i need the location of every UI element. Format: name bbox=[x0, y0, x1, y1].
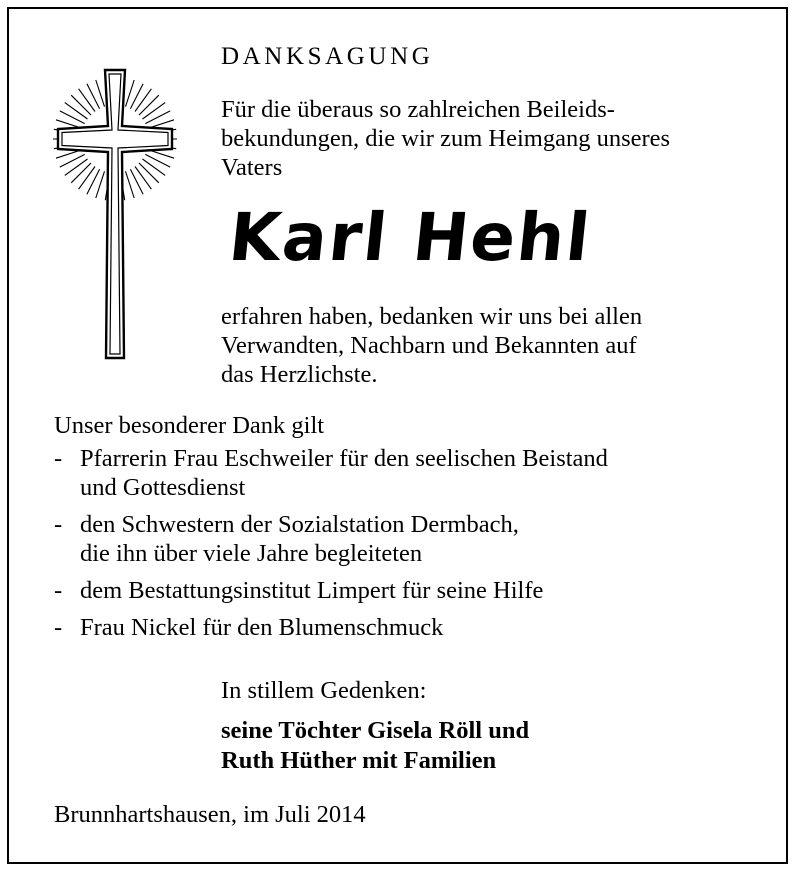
cross-ray bbox=[71, 95, 91, 115]
intro-line: bekundungen, die wir zum Heimgang unseres bbox=[221, 125, 671, 152]
cross-ray bbox=[135, 167, 151, 190]
list-item bbox=[54, 576, 754, 605]
list-item-line: Frau Nickel für den Blumenschmuck bbox=[80, 614, 444, 641]
list-dash: - bbox=[54, 445, 63, 472]
thanks-list bbox=[54, 444, 754, 650]
outro-paragraph bbox=[221, 302, 746, 389]
outro-line: Verwandten, Nachbarn und Bekannten auf bbox=[221, 332, 637, 359]
list-item-line: den Schwestern der Sozialstation Dermbach, bbox=[80, 511, 519, 538]
radiant-cross-icon bbox=[50, 62, 180, 372]
list-item-line: und Gottesdienst bbox=[80, 474, 246, 501]
list-item bbox=[54, 510, 754, 568]
list-item bbox=[54, 444, 754, 502]
cross-ray bbox=[79, 167, 95, 190]
cross-ray bbox=[65, 103, 88, 119]
list-item-line: dem Bestattungsinstitut Limpert für seine Hilfe bbox=[80, 577, 544, 604]
intro-paragraph bbox=[221, 95, 746, 182]
outro-line: das Herzlichste. bbox=[221, 361, 378, 388]
deceased-name: Karl Hehl bbox=[225, 199, 596, 276]
cross-ray bbox=[71, 163, 91, 183]
list-item-line: Pfarrerin Frau Eschweiler für den seelischen Beistand bbox=[80, 445, 608, 472]
list-item-line: die ihn über viele Jahre begleiteten bbox=[80, 540, 423, 567]
signer-line: Ruth Hüther mit Familien bbox=[221, 747, 497, 774]
signers-block bbox=[221, 716, 529, 776]
list-dash: - bbox=[54, 511, 63, 538]
cross-ray bbox=[65, 159, 88, 175]
intro-line: Vaters bbox=[221, 154, 283, 181]
cross-ray bbox=[139, 163, 159, 183]
outro-line: erfahren haben, bedanken wir uns bei allen bbox=[221, 303, 643, 330]
list-dash: - bbox=[54, 577, 63, 604]
cross-ray bbox=[139, 95, 159, 115]
list-item bbox=[54, 613, 754, 642]
thanks-title: Unser besonderer Dank gilt bbox=[54, 412, 325, 439]
closing-phrase: In stillem Gedenken: bbox=[221, 677, 427, 704]
intro-line: Für die überaus so zahlreichen Beileids- bbox=[221, 96, 615, 123]
cross-ray bbox=[135, 89, 151, 112]
cross-ray bbox=[79, 89, 95, 112]
cross-ray bbox=[143, 103, 166, 119]
place-date: Brunnhartshausen, im Juli 2014 bbox=[54, 801, 366, 828]
notice-heading: DANKSAGUNG bbox=[221, 43, 434, 70]
list-dash: - bbox=[54, 614, 63, 641]
signer-line: seine Töchter Gisela Röll und bbox=[221, 717, 530, 744]
cross-ray bbox=[143, 159, 166, 175]
